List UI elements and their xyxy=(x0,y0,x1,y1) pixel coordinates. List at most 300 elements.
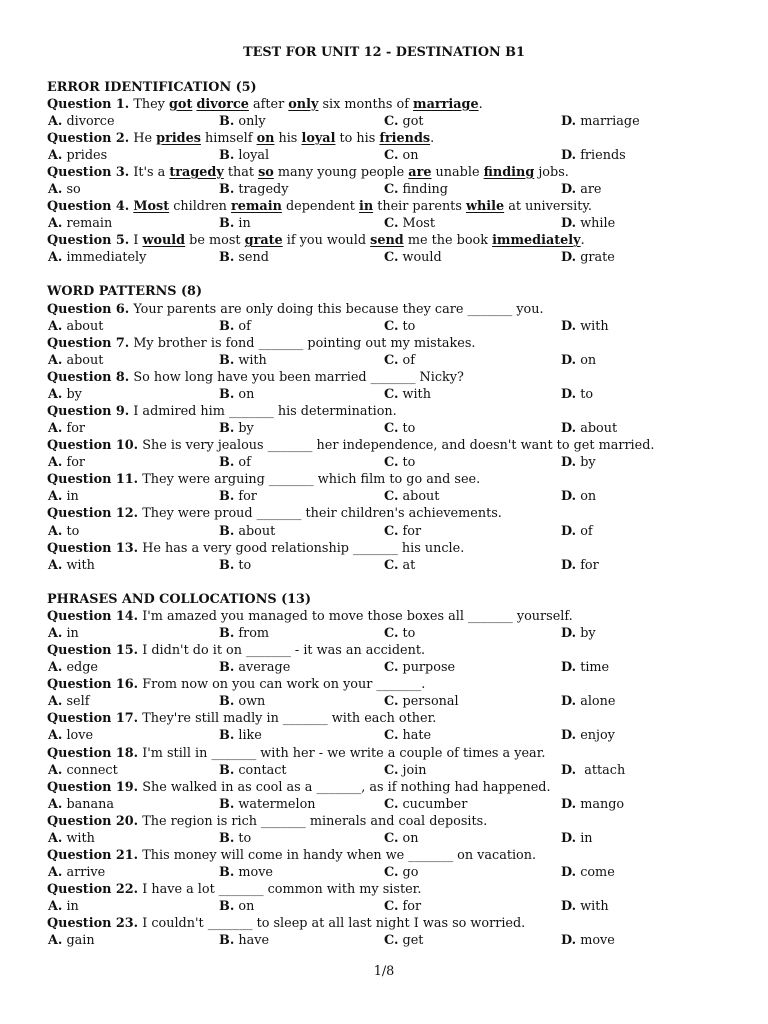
section-heading: PHRASES AND COLLOCATIONS (13) xyxy=(47,591,312,607)
option-letter: C. xyxy=(384,865,399,881)
option-text: banana xyxy=(66,796,115,812)
option-a xyxy=(48,557,219,574)
question-text: me the book xyxy=(403,233,493,249)
option-letter: A. xyxy=(48,318,63,334)
option-letter: C. xyxy=(384,147,399,163)
option-b xyxy=(219,557,384,574)
question-text: children xyxy=(169,199,231,215)
question-text: They're still madly in _______ with each other. xyxy=(142,711,437,727)
answer-options xyxy=(47,386,747,403)
option-letter: A. xyxy=(48,626,63,641)
question-line xyxy=(47,813,747,830)
option-letter: A. xyxy=(48,933,63,949)
option-d xyxy=(561,523,711,540)
option-text: finding xyxy=(402,181,448,197)
option-text: on xyxy=(580,489,597,505)
question-text: They were proud _______ their children's achievements. xyxy=(142,506,502,522)
answer-options xyxy=(47,147,747,164)
option-c xyxy=(384,830,561,847)
question-number: Question 5. xyxy=(47,233,130,249)
question-line xyxy=(47,745,747,762)
option-a xyxy=(48,420,219,437)
answer-options xyxy=(47,113,747,130)
option-text: in xyxy=(66,899,79,915)
option-text: with xyxy=(66,830,95,846)
underlined-word: immediately xyxy=(492,233,581,249)
question-line xyxy=(47,130,747,147)
underlined-word: grate xyxy=(244,233,283,249)
question-text: She is very jealous _______ her independence, and doesn't want to get married. xyxy=(142,438,655,454)
option-a xyxy=(48,352,219,369)
option-text: of xyxy=(238,455,251,471)
option-d xyxy=(561,181,711,198)
option-letter: B. xyxy=(219,762,235,778)
question-line xyxy=(47,881,747,898)
option-letter: A. xyxy=(48,421,63,437)
question-text: jobs. xyxy=(534,164,569,180)
option-text: about xyxy=(580,421,618,437)
option-text: of xyxy=(238,318,251,334)
option-letter: D. xyxy=(561,216,577,232)
question-text: Your parents are only doing this because they care _______ you. xyxy=(133,301,544,317)
option-a xyxy=(48,113,219,130)
option-text: love xyxy=(66,728,94,744)
option-d xyxy=(561,352,711,369)
option-letter: D. xyxy=(561,113,577,129)
underlined-word: on xyxy=(256,130,275,146)
option-d xyxy=(561,625,711,642)
option-text: mango xyxy=(580,796,625,812)
underlined-word: Most xyxy=(133,199,170,215)
option-letter: B. xyxy=(219,113,235,129)
option-c xyxy=(384,420,561,437)
option-c xyxy=(384,932,561,949)
option-text: alone xyxy=(580,694,616,710)
question-text: So how long have you been married _______ Nicky? xyxy=(133,369,464,385)
question-text: . xyxy=(478,96,483,112)
option-letter: C. xyxy=(384,113,399,129)
question-number: Question 11. xyxy=(47,472,139,488)
option-c xyxy=(384,352,561,369)
option-text: with xyxy=(580,318,609,334)
option-letter: A. xyxy=(48,216,63,232)
option-text: prides xyxy=(66,147,108,163)
question-line xyxy=(47,164,747,181)
option-text: immediately xyxy=(66,250,147,266)
option-text: to xyxy=(402,455,416,471)
option-b xyxy=(219,693,384,710)
answer-options xyxy=(47,898,747,915)
question-text: that xyxy=(223,164,259,180)
option-text: about xyxy=(402,489,440,505)
option-letter: B. xyxy=(219,899,235,915)
option-text: grate xyxy=(580,250,615,266)
question-line xyxy=(47,437,747,454)
option-d xyxy=(561,420,711,437)
option-text: to xyxy=(238,557,252,573)
option-d xyxy=(561,864,711,881)
question-text: I didn't do it on _______ - it was an accident. xyxy=(142,643,426,659)
option-letter: C. xyxy=(384,455,399,471)
question-text: I xyxy=(133,233,143,249)
option-letter: D. xyxy=(561,626,577,641)
option-text: get xyxy=(402,933,424,949)
option-text: about xyxy=(238,523,276,539)
option-b xyxy=(219,523,384,540)
option-text: to xyxy=(402,421,416,437)
option-b xyxy=(219,488,384,505)
option-text: watermelon xyxy=(238,796,316,812)
answer-options xyxy=(47,693,747,710)
answer-options xyxy=(47,864,747,881)
underlined-word: in xyxy=(358,199,374,215)
question-text: . xyxy=(580,233,585,249)
question-text: unable xyxy=(431,164,484,180)
option-text: arrive xyxy=(66,865,106,881)
question-line xyxy=(47,710,747,727)
question-line xyxy=(47,369,747,386)
option-letter: C. xyxy=(384,762,399,778)
option-letter: C. xyxy=(384,933,399,949)
question-text: I have a lot _______ common with my sister. xyxy=(142,882,422,898)
option-letter: C. xyxy=(384,660,399,676)
question-line xyxy=(47,198,747,215)
question-number: Question 10. xyxy=(47,438,139,454)
option-d xyxy=(561,796,711,813)
option-b xyxy=(219,898,384,915)
option-text: average xyxy=(238,660,291,676)
option-a xyxy=(48,898,219,915)
option-letter: B. xyxy=(219,557,235,573)
option-b xyxy=(219,147,384,164)
option-d xyxy=(561,113,711,130)
answer-options xyxy=(47,762,747,779)
option-letter: D. xyxy=(561,386,577,402)
option-letter: B. xyxy=(219,728,235,744)
option-c xyxy=(384,625,561,642)
option-d xyxy=(561,557,711,574)
underlined-word: remain xyxy=(231,199,282,215)
option-c xyxy=(384,523,561,540)
question-line xyxy=(47,608,747,625)
question-line xyxy=(47,335,747,352)
option-letter: B. xyxy=(219,318,235,334)
option-d xyxy=(561,215,711,232)
option-text: on xyxy=(238,899,255,915)
option-text: so xyxy=(66,181,81,197)
question-text: dependent xyxy=(281,199,359,215)
option-text: contact xyxy=(238,762,287,778)
answer-options xyxy=(47,249,747,266)
option-text: friends xyxy=(580,147,626,163)
underlined-word: send xyxy=(370,233,404,249)
option-letter: B. xyxy=(219,865,235,881)
option-letter: A. xyxy=(48,660,63,676)
option-text: by xyxy=(238,421,254,437)
option-letter: B. xyxy=(219,796,235,812)
answer-options xyxy=(47,318,747,335)
option-d xyxy=(561,727,711,744)
option-letter: A. xyxy=(48,250,63,266)
option-text: connect xyxy=(66,762,118,778)
question-number: Question 23. xyxy=(47,916,139,932)
option-a xyxy=(48,454,219,471)
option-d xyxy=(561,898,711,915)
option-letter: C. xyxy=(384,626,399,641)
option-text: to xyxy=(580,386,594,402)
option-text: of xyxy=(580,523,593,539)
option-text: from xyxy=(238,626,270,641)
test-content xyxy=(47,79,747,950)
option-text: Most xyxy=(402,216,436,232)
answer-options xyxy=(47,523,747,540)
option-c xyxy=(384,318,561,335)
option-letter: A. xyxy=(48,455,63,471)
option-letter: C. xyxy=(384,830,399,846)
option-letter: C. xyxy=(384,489,399,505)
option-text: to xyxy=(66,523,80,539)
option-letter: B. xyxy=(219,660,235,676)
option-b xyxy=(219,659,384,676)
option-letter: A. xyxy=(48,352,63,368)
answer-options xyxy=(47,830,747,847)
option-a xyxy=(48,727,219,744)
question-text: . xyxy=(430,130,435,146)
option-text: hate xyxy=(402,728,432,744)
question-line xyxy=(47,232,747,249)
answer-options xyxy=(47,352,747,369)
option-text: at xyxy=(402,557,416,573)
option-letter: A. xyxy=(48,796,63,812)
answer-options xyxy=(47,215,747,232)
question-text: after xyxy=(248,96,289,112)
option-b xyxy=(219,625,384,642)
option-c xyxy=(384,864,561,881)
option-d xyxy=(561,488,711,505)
option-text: to xyxy=(402,318,416,334)
option-text: purpose xyxy=(402,660,456,676)
question-number: Question 22. xyxy=(47,882,139,898)
option-text: with xyxy=(402,386,431,402)
option-c xyxy=(384,215,561,232)
option-letter: C. xyxy=(384,421,399,437)
answer-options xyxy=(47,557,747,574)
option-text: in xyxy=(66,626,79,641)
underlined-word: marriage xyxy=(413,96,479,112)
option-text: while xyxy=(580,216,616,232)
question-number: Question 21. xyxy=(47,848,139,864)
option-text: divorce xyxy=(66,113,115,129)
option-c xyxy=(384,181,561,198)
option-b xyxy=(219,727,384,744)
question-number: Question 4. xyxy=(47,199,130,215)
question-number: Question 1. xyxy=(47,96,130,112)
option-text: gain xyxy=(66,933,95,949)
option-text: on xyxy=(402,830,419,846)
option-a xyxy=(48,386,219,403)
option-letter: C. xyxy=(384,728,399,744)
question-line xyxy=(47,642,747,659)
option-text: cucumber xyxy=(402,796,468,812)
question-number: Question 6. xyxy=(47,301,130,317)
question-text: his xyxy=(274,130,302,146)
option-text: on xyxy=(402,147,419,163)
option-text: to xyxy=(402,626,416,641)
option-text: like xyxy=(238,728,262,744)
option-b xyxy=(219,864,384,881)
page-number: 1/8 xyxy=(373,963,395,979)
option-b xyxy=(219,830,384,847)
option-d xyxy=(561,659,711,676)
option-letter: B. xyxy=(219,250,235,266)
question-text: many young people xyxy=(273,164,409,180)
option-letter: C. xyxy=(384,557,399,573)
answer-options xyxy=(47,625,747,642)
underlined-word: so xyxy=(258,164,274,180)
option-text: tragedy xyxy=(238,181,289,197)
option-text: in xyxy=(580,830,593,846)
option-text: for xyxy=(66,455,86,471)
option-b xyxy=(219,796,384,813)
question-line xyxy=(47,676,747,693)
question-text: I admired him _______ his determination. xyxy=(133,403,397,419)
option-a xyxy=(48,181,219,198)
test-section xyxy=(47,79,747,267)
option-text: would xyxy=(402,250,442,266)
option-text: move xyxy=(580,933,615,949)
question-number: Question 17. xyxy=(47,711,139,727)
option-c xyxy=(384,454,561,471)
answer-options xyxy=(47,727,747,744)
option-letter: D. xyxy=(561,181,577,197)
option-letter: D. xyxy=(561,523,577,539)
question-line xyxy=(47,505,747,522)
option-b xyxy=(219,249,384,266)
option-letter: B. xyxy=(219,455,235,471)
option-letter: B. xyxy=(219,386,235,402)
question-line xyxy=(47,540,747,557)
question-number: Question 20. xyxy=(47,813,139,829)
option-letter: B. xyxy=(219,626,235,641)
option-letter: D. xyxy=(561,865,577,881)
option-text: time xyxy=(580,660,610,676)
option-letter: A. xyxy=(48,899,63,915)
question-line xyxy=(47,301,747,318)
option-a xyxy=(48,147,219,164)
option-d xyxy=(561,830,711,847)
option-text: for xyxy=(66,421,86,437)
option-text: in xyxy=(66,489,79,505)
option-letter: A. xyxy=(48,113,63,129)
option-a xyxy=(48,864,219,881)
option-letter: D. xyxy=(561,830,577,846)
option-c xyxy=(384,659,561,676)
option-b xyxy=(219,420,384,437)
option-b xyxy=(219,762,384,779)
question-line xyxy=(47,779,747,796)
underlined-word: prides xyxy=(156,130,201,146)
underlined-word: are xyxy=(408,164,432,180)
option-letter: C. xyxy=(384,181,399,197)
question-text: at university. xyxy=(504,199,592,215)
option-c xyxy=(384,762,561,779)
option-letter: C. xyxy=(384,250,399,266)
option-text: for xyxy=(580,557,599,573)
option-text: about xyxy=(66,318,104,334)
option-b xyxy=(219,113,384,130)
option-text: send xyxy=(238,250,269,266)
question-number: Question 15. xyxy=(47,643,139,659)
option-c xyxy=(384,898,561,915)
option-d xyxy=(561,762,711,779)
option-text: on xyxy=(238,386,255,402)
option-letter: D. xyxy=(561,694,577,710)
option-a xyxy=(48,523,219,540)
option-letter: C. xyxy=(384,694,399,710)
option-text: come xyxy=(580,865,615,881)
question-text: He xyxy=(133,130,157,146)
option-letter: B. xyxy=(219,830,235,846)
underlined-word: friends xyxy=(379,130,431,146)
question-text: They xyxy=(133,96,169,112)
answer-options xyxy=(47,181,747,198)
question-text: From now on you can work on your _______. xyxy=(142,677,426,693)
underlined-word: loyal xyxy=(301,130,336,146)
option-letter: A. xyxy=(48,386,63,402)
option-a xyxy=(48,215,219,232)
option-letter: A. xyxy=(48,830,63,846)
option-text: attach xyxy=(580,762,626,778)
option-letter: D. xyxy=(561,933,577,949)
option-letter: B. xyxy=(219,523,235,539)
option-text: move xyxy=(238,865,274,881)
underlined-word: would xyxy=(142,233,186,249)
option-letter: D. xyxy=(561,147,577,163)
option-letter: B. xyxy=(219,352,235,368)
option-c xyxy=(384,249,561,266)
option-b xyxy=(219,181,384,198)
option-letter: A. xyxy=(48,728,63,744)
question-text: My brother is fond _______ pointing out my mistakes. xyxy=(133,335,476,351)
question-line xyxy=(47,96,747,113)
test-section xyxy=(47,591,747,950)
option-letter: D. xyxy=(561,352,577,368)
option-c xyxy=(384,727,561,744)
option-letter: D. xyxy=(561,796,577,812)
question-number: Question 8. xyxy=(47,369,130,385)
option-letter: C. xyxy=(384,318,399,334)
option-text: got xyxy=(402,113,424,129)
option-a xyxy=(48,693,219,710)
option-text: about xyxy=(66,352,104,368)
option-c xyxy=(384,796,561,813)
option-b xyxy=(219,386,384,403)
option-letter: D. xyxy=(561,728,577,744)
option-text: remain xyxy=(66,216,113,232)
question-number: Question 2. xyxy=(47,130,130,146)
option-letter: D. xyxy=(561,660,577,676)
question-number: Question 19. xyxy=(47,779,139,795)
option-letter: A. xyxy=(48,557,63,573)
option-text: are xyxy=(580,181,602,197)
option-a xyxy=(48,796,219,813)
option-letter: C. xyxy=(384,523,399,539)
question-number: Question 9. xyxy=(47,403,130,419)
underlined-word: while xyxy=(465,199,505,215)
option-c xyxy=(384,488,561,505)
option-b xyxy=(219,318,384,335)
option-d xyxy=(561,318,711,335)
